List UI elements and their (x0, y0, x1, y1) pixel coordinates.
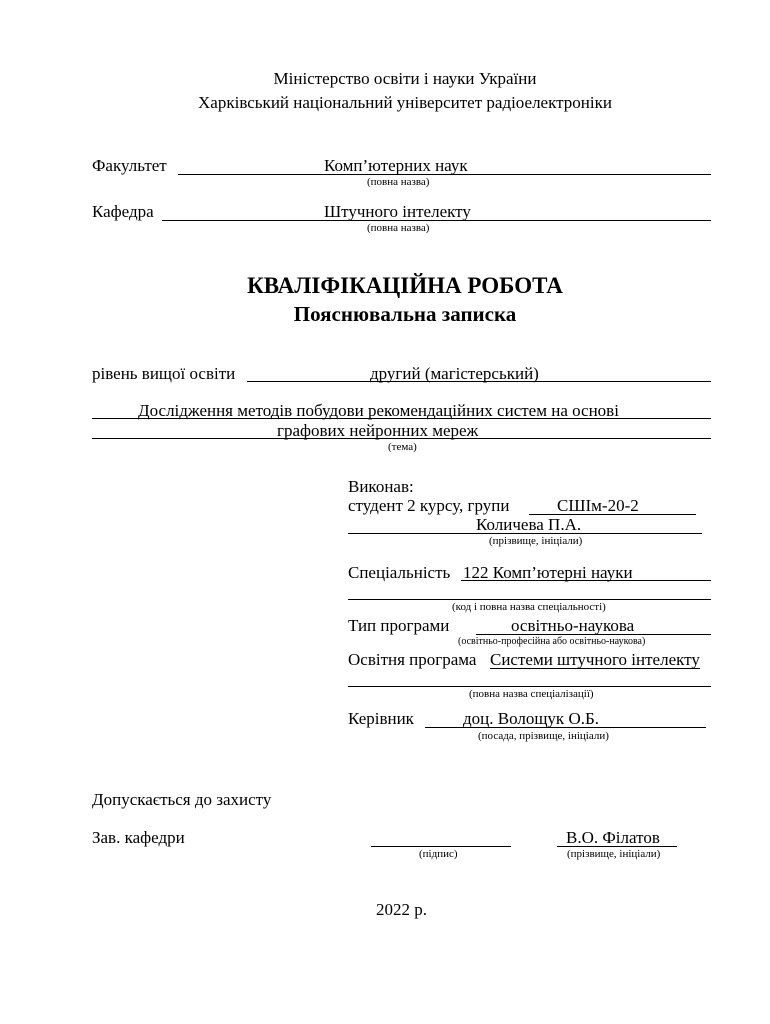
program-type-hint: (освітньо-професійна або освітньо-наукова) (458, 636, 646, 647)
topic-line-2: графових нейронних мереж (277, 421, 479, 440)
signature-hint: (підпис) (419, 848, 458, 860)
student-name: Количева П.А. (476, 515, 582, 534)
specialty-label: Спеціальність (348, 563, 451, 582)
faculty-value: Комп’ютерних наук (324, 156, 468, 175)
department-hint: (повна назва) (367, 222, 430, 234)
supervisor-value: доц. Волощук О.Б. (463, 709, 599, 728)
topic-hint: (тема) (388, 441, 417, 453)
student-name-hint: (прізвище, ініціали) (489, 535, 583, 547)
specialty-underline-2 (348, 599, 711, 600)
program-type-label: Тип програми (348, 616, 450, 635)
supervisor-hint: (посада, прізвище, ініціали) (478, 730, 609, 742)
document-subtitle: Пояснювальна записка (293, 302, 517, 326)
program-label: Освітня програма (348, 650, 477, 669)
faculty-hint: (повна назва) (367, 176, 430, 188)
group-label: студент 2 курсу, групи (348, 496, 510, 515)
supervisor-label: Керівник (348, 709, 414, 728)
department-value: Штучного інтелекту (324, 202, 471, 221)
department-label: Кафедра (92, 202, 154, 221)
topic-line-1: Дослідження методів побудови рекомендаційних систем на основі (138, 401, 619, 420)
head-name: В.О. Філатов (566, 828, 660, 847)
document-title: КВАЛІФІКАЦІЙНА РОБОТА (247, 273, 563, 298)
program-type-value: освітньо-наукова (511, 616, 635, 635)
program-hint: (повна назва спеціалізації) (469, 688, 594, 700)
head-label: Зав. кафедри (92, 828, 185, 847)
faculty-label: Факультет (92, 156, 167, 175)
head-name-hint: (прізвище, ініціали) (567, 848, 661, 860)
year: 2022 р. (376, 900, 427, 919)
level-value: другий (магістерський) (370, 364, 539, 383)
program-value: Системи штучного інтелекту (490, 650, 700, 669)
admitted-line: Допускається до захисту (92, 790, 272, 809)
specialty-hint: (код і повна назва спеціальності) (452, 601, 606, 613)
group-value: СШІм-20-2 (557, 496, 639, 515)
program-underline-2 (348, 686, 711, 687)
ministry-line: Міністерство освіти і науки України (273, 69, 537, 88)
performer-heading: Виконав: (348, 477, 414, 496)
signature-line (371, 846, 511, 847)
specialty-value: 122 Комп’ютерні науки (463, 563, 633, 582)
university-line: Харківський національний університет радіоелектроніки (198, 93, 612, 112)
level-label: рівень вищої освіти (92, 364, 236, 383)
